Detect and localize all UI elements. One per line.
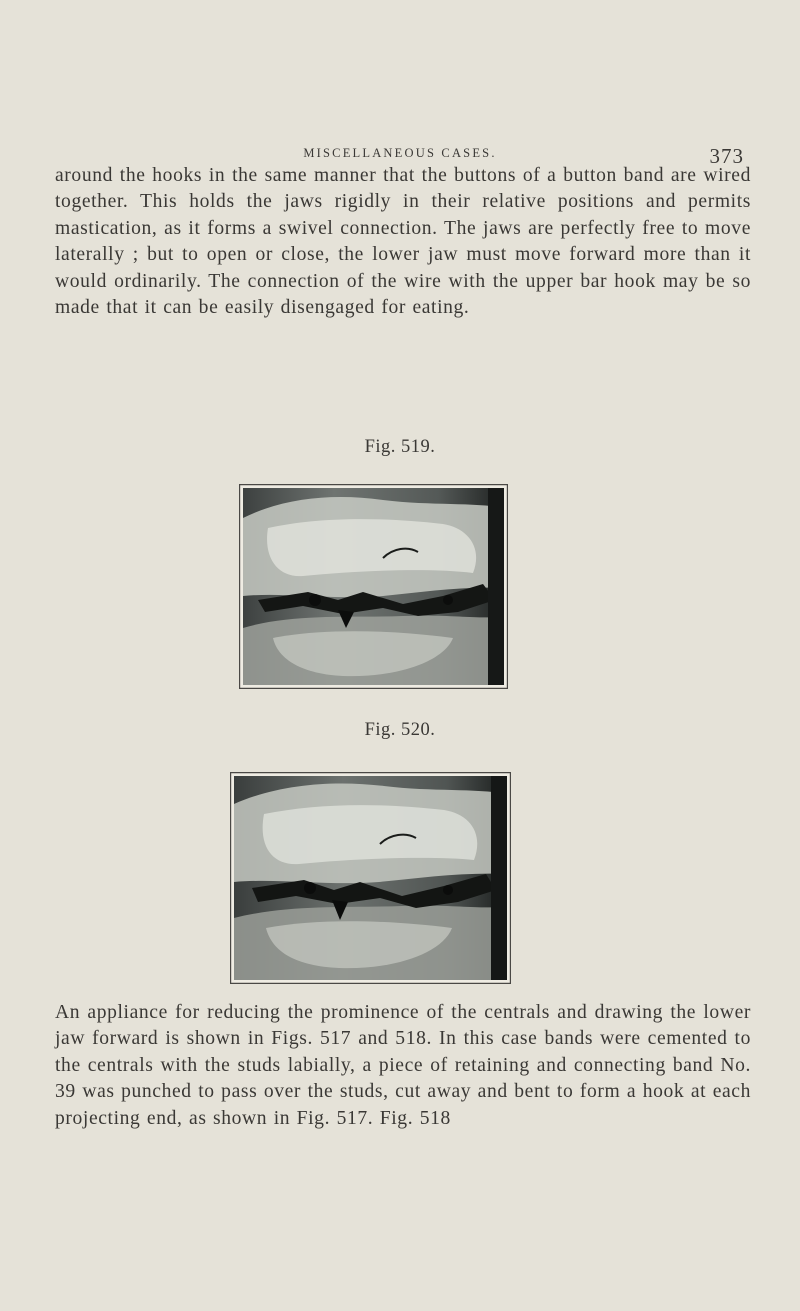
dental-cast-photo-520 [234,776,507,980]
body-paragraph-1: around the hooks in the same manner that the buttons of a button band are wired together. This holds the jaws rigidly in their relative positions and permits mastication, as it forms a swivel connection. The jaws are perfectly free to move laterally ; but to open or close, the lower jaw must move forward more than it would ordinarily. The connection of the wire with the upper bar hook may be so made that it can be easily disengaged for eating. [55,165,751,319]
figure-520-photo [230,772,511,984]
figure-520-caption: Fig. 520. [364,720,436,740]
running-head: MISCELLANEOUS CASES. [303,146,497,160]
figure-519-caption: Fig. 519. [364,437,436,457]
page-number: 373 [709,144,744,168]
body-paragraph-2: An appliance for reducing the prominence of the centrals and drawing the lower jaw forward is shown in Figs. 517 and 518. In this case bands were cemented to the centrals with the studs labially, a piece of retaining and connecting band No. 39 was punched to pass over the studs, cut away and bent to form a hook at each projecting end, as shown in Fig. 517. Fig. 518 [55,1002,751,1129]
figure-519-photo [239,484,508,689]
dental-cast-photo-519 [243,488,504,685]
